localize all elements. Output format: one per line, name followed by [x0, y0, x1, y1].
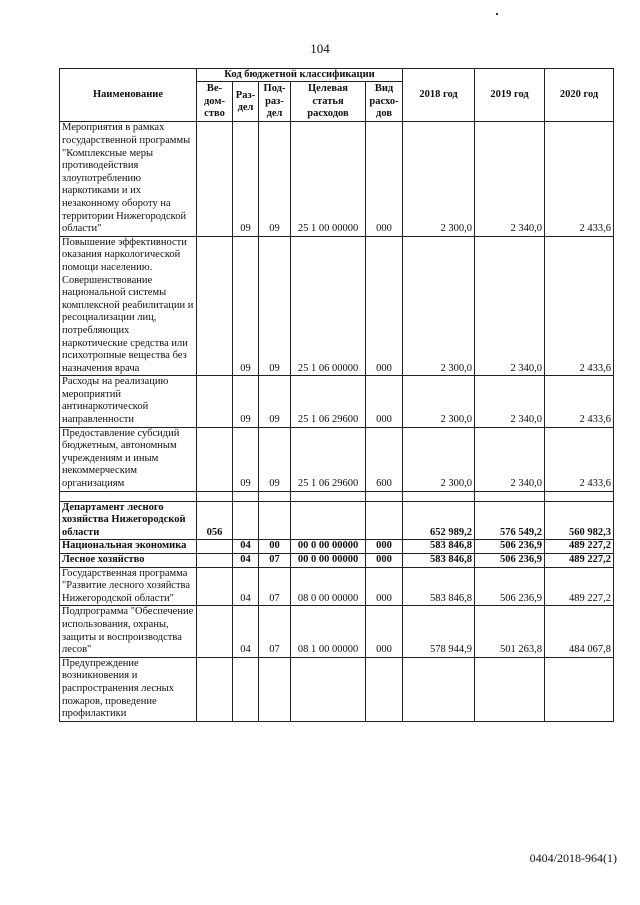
- celevaya-statya-cell: 08 0 00 00000: [291, 567, 366, 606]
- celevaya-statya-cell: 00 0 00 00000: [291, 554, 366, 568]
- amount-2018-cell: 583 846,8: [403, 554, 475, 568]
- amount-2018-cell: 2 300,0: [403, 122, 475, 236]
- table-row: [60, 567, 614, 606]
- podrazdel-cell: 00: [259, 540, 291, 554]
- table-row: [60, 657, 614, 721]
- vid-rashodov-cell: [366, 657, 403, 721]
- vedomstvo-cell: [197, 376, 233, 427]
- spacer-cell: [233, 491, 259, 501]
- table-row: [60, 554, 614, 568]
- celevaya-statya-cell: [291, 657, 366, 721]
- row-name-cell: Расходы на реализацию мероприятий антинаркотической направленности: [60, 376, 197, 427]
- podrazdel-cell: 09: [259, 236, 291, 376]
- table-row: [60, 376, 614, 427]
- amount-2019-cell: 506 236,9: [475, 567, 545, 606]
- header-celevaya-statya: Целевая статья расходов: [291, 82, 366, 122]
- vid-rashodov-cell: 000: [366, 540, 403, 554]
- amount-2018-cell: 583 846,8: [403, 567, 475, 606]
- table-row: [60, 491, 614, 501]
- vid-rashodov-cell: 000: [366, 122, 403, 236]
- amount-2019-cell: [475, 657, 545, 721]
- razdel-cell: 09: [233, 427, 259, 491]
- podrazdel-cell: 07: [259, 567, 291, 606]
- celevaya-statya-cell: 25 1 06 00000: [291, 236, 366, 376]
- table-row: [60, 236, 614, 376]
- vid-rashodov-cell: [366, 501, 403, 540]
- vedomstvo-cell: [197, 427, 233, 491]
- vedomstvo-cell: [197, 540, 233, 554]
- amount-2019-cell: 2 340,0: [475, 376, 545, 427]
- amount-2020-cell: 2 433,6: [545, 236, 614, 376]
- header-2018: 2018 год: [403, 69, 475, 122]
- row-name-cell: Предоставление субсидий бюджетным, автономным учреждениям и иным некоммерческим организациям: [60, 427, 197, 491]
- podrazdel-cell: [259, 657, 291, 721]
- celevaya-statya-cell: [291, 501, 366, 540]
- amount-2020-cell: 2 433,6: [545, 376, 614, 427]
- table-row: [60, 606, 614, 657]
- razdel-cell: 09: [233, 122, 259, 236]
- celevaya-statya-cell: 00 0 00 00000: [291, 540, 366, 554]
- spacer-cell: [259, 491, 291, 501]
- header-podrazdel: Под- раз- дел: [259, 82, 291, 122]
- podrazdel-cell: 09: [259, 427, 291, 491]
- amount-2018-cell: 583 846,8: [403, 540, 475, 554]
- podrazdel-cell: 07: [259, 606, 291, 657]
- razdel-cell: 04: [233, 567, 259, 606]
- razdel-cell: 09: [233, 236, 259, 376]
- row-name-cell: Лесное хозяйство: [60, 554, 197, 568]
- row-name-cell: Мероприятия в рамках государственной программы "Комплексные меры противодействия злоупотреблению наркотиками и их незаконному обороту на территории Нижегородской области": [60, 122, 197, 236]
- celevaya-statya-cell: 25 1 00 00000: [291, 122, 366, 236]
- amount-2020-cell: 2 433,6: [545, 427, 614, 491]
- celevaya-statya-cell: 25 1 06 29600: [291, 376, 366, 427]
- vedomstvo-cell: 056: [197, 501, 233, 540]
- amount-2019-cell: 506 236,9: [475, 540, 545, 554]
- amount-2019-cell: 2 340,0: [475, 122, 545, 236]
- spacer-cell: [60, 491, 197, 501]
- amount-2020-cell: 484 067,8: [545, 606, 614, 657]
- vedomstvo-cell: [197, 236, 233, 376]
- row-name-cell: Предупреждение возникновения и распространения лесных пожаров, проведение профилактики: [60, 657, 197, 721]
- amount-2020-cell: 560 982,3: [545, 501, 614, 540]
- amount-2019-cell: 2 340,0: [475, 236, 545, 376]
- row-name-cell: Национальная экономика: [60, 540, 197, 554]
- budget-table: [59, 68, 614, 722]
- table-body: [60, 122, 614, 721]
- header-budget-classification: Код бюджетной классификации: [197, 69, 403, 82]
- header-2020: 2020 год: [545, 69, 614, 122]
- celevaya-statya-cell: 25 1 06 29600: [291, 427, 366, 491]
- amount-2018-cell: 652 989,2: [403, 501, 475, 540]
- amount-2020-cell: 489 227,2: [545, 540, 614, 554]
- amount-2018-cell: 2 300,0: [403, 427, 475, 491]
- page-number: 104: [310, 41, 330, 56]
- header-2019: 2019 год: [475, 69, 545, 122]
- row-name-cell: Департамент лесного хозяйства Нижегородской области: [60, 501, 197, 540]
- table-row: [60, 501, 614, 540]
- vedomstvo-cell: [197, 567, 233, 606]
- spacer-cell: [403, 491, 475, 501]
- spacer-cell: [366, 491, 403, 501]
- header-razdel: Раз- дел: [233, 82, 259, 122]
- vid-rashodov-cell: 000: [366, 606, 403, 657]
- spacer-cell: [475, 491, 545, 501]
- header-name: Наименование: [60, 69, 197, 122]
- amount-2020-cell: 2 433,6: [545, 122, 614, 236]
- spacer-cell: [197, 491, 233, 501]
- razdel-cell: 09: [233, 376, 259, 427]
- amount-2018-cell: 578 944,9: [403, 606, 475, 657]
- amount-2018-cell: 2 300,0: [403, 236, 475, 376]
- table-row: [60, 427, 614, 491]
- row-name-cell: Подпрограмма "Обеспечение использования, охраны, защиты и воспроизводства лесов": [60, 606, 197, 657]
- amount-2019-cell: 506 236,9: [475, 554, 545, 568]
- vid-rashodov-cell: 000: [366, 236, 403, 376]
- spacer-cell: [291, 491, 366, 501]
- podrazdel-cell: 07: [259, 554, 291, 568]
- amount-2019-cell: 576 549,2: [475, 501, 545, 540]
- table-row: [60, 540, 614, 554]
- vid-rashodov-cell: 000: [366, 554, 403, 568]
- document-code: 0404/2018-964(1): [529, 851, 617, 865]
- amount-2018-cell: [403, 657, 475, 721]
- header-vid-rashodov: Вид расхо- дов: [366, 82, 403, 122]
- celevaya-statya-cell: 08 1 00 00000: [291, 606, 366, 657]
- table-row: [60, 122, 614, 236]
- razdel-cell: 04: [233, 554, 259, 568]
- amount-2020-cell: 489 227,2: [545, 567, 614, 606]
- amount-2018-cell: 2 300,0: [403, 376, 475, 427]
- vedomstvo-cell: [197, 657, 233, 721]
- vedomstvo-cell: [197, 554, 233, 568]
- razdel-cell: [233, 501, 259, 540]
- scan-mark: [496, 13, 498, 15]
- amount-2020-cell: 489 227,2: [545, 554, 614, 568]
- razdel-cell: 04: [233, 606, 259, 657]
- vedomstvo-cell: [197, 122, 233, 236]
- vid-rashodov-cell: 000: [366, 376, 403, 427]
- razdel-cell: 04: [233, 540, 259, 554]
- row-name-cell: Государственная программа "Развитие лесного хозяйства Нижегородской области": [60, 567, 197, 606]
- podrazdel-cell: [259, 501, 291, 540]
- vid-rashodov-cell: 600: [366, 427, 403, 491]
- amount-2019-cell: 501 263,8: [475, 606, 545, 657]
- amount-2020-cell: [545, 657, 614, 721]
- amount-2019-cell: 2 340,0: [475, 427, 545, 491]
- row-name-cell: Повышение эффективности оказания наркологической помощи населению. Совершенствование национальной системы комплексной реабилитации и ресоциализации лиц, потребляющих наркотические средства или психотропные вещества без назначения врача: [60, 236, 197, 376]
- vedomstvo-cell: [197, 606, 233, 657]
- vid-rashodov-cell: 000: [366, 567, 403, 606]
- podrazdel-cell: 09: [259, 122, 291, 236]
- podrazdel-cell: 09: [259, 376, 291, 427]
- spacer-cell: [545, 491, 614, 501]
- header-vedomstvo: Ве- дом- ство: [197, 82, 233, 122]
- razdel-cell: [233, 657, 259, 721]
